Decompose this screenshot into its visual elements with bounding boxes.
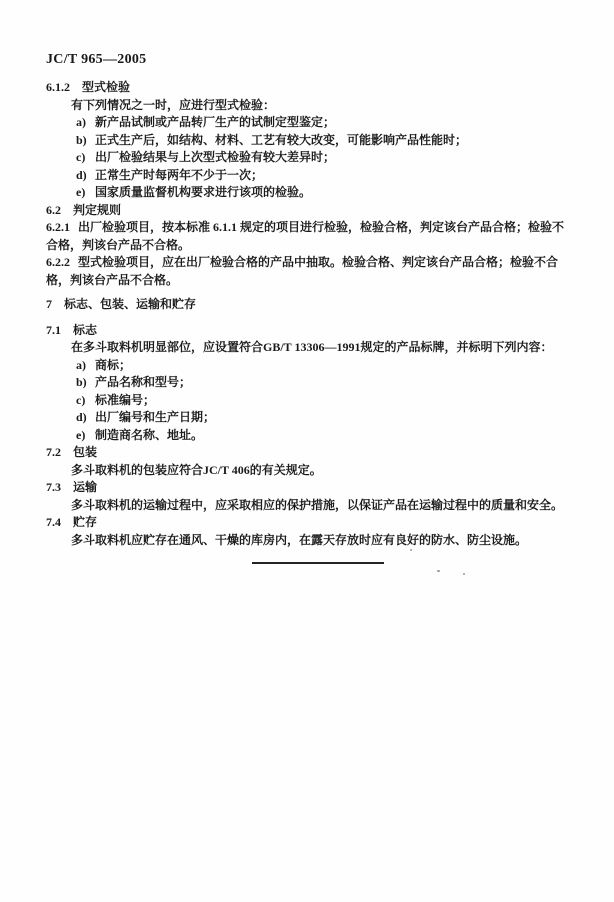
clause-title: 判定规则: [73, 202, 122, 217]
clause-number: 7: [46, 297, 52, 311]
clause-number: 6.2.1: [46, 220, 70, 234]
clause-heading: [46, 322, 574, 340]
list-item-text: 正常生产时每两年不少于一次；: [95, 167, 264, 182]
list-item-text: 出厂检验结果与上次型式检验有较大差异时；: [95, 150, 336, 164]
list-item-text: 正式生产后，如结构、材料、工艺有较大改变，可能影响产品性能时；: [95, 132, 468, 147]
list-item-label: a): [76, 357, 86, 372]
list-item: [46, 132, 574, 150]
list-item-label: b): [76, 132, 87, 147]
list-item-text: 商标；: [95, 357, 132, 372]
clause-number: 7.3: [46, 480, 61, 494]
clause-title: 标志: [73, 322, 98, 337]
list-item-text: 产品名称和型号；: [95, 375, 192, 389]
list-item-text: 制造商名称、地址。: [95, 427, 204, 442]
list-item-label: c): [76, 392, 86, 407]
list-item-label: d): [76, 167, 87, 182]
list-item: [46, 374, 574, 392]
list-item: [46, 392, 574, 410]
paragraph: [46, 97, 574, 115]
clause-number: 6.2: [46, 202, 61, 217]
clause-number: 7.1: [46, 322, 61, 337]
paragraph: [46, 532, 574, 550]
list-item: [46, 167, 574, 185]
list-item: [46, 409, 574, 427]
clause-number: 6.2.2: [46, 255, 70, 269]
list-item: [46, 149, 574, 167]
list-item-label: b): [76, 375, 87, 389]
paragraph-text: 有下列情况之一时，应进行型式检验：: [71, 97, 276, 112]
clause-title: 贮存: [73, 515, 98, 529]
clause-heading: [46, 514, 574, 532]
paragraph: [46, 497, 574, 515]
list-item-text: 国家质量监督机构要求进行该项的检验。: [95, 185, 312, 199]
clause-paragraph: [46, 219, 574, 254]
paragraph: [46, 339, 574, 357]
list-item-label: d): [76, 410, 87, 424]
list-item-label: e): [76, 427, 86, 442]
list-item-text: 出厂编号和生产日期；: [95, 410, 216, 424]
paragraph-text: 多斗取料机应贮存在通风、干燥的库房内，在露天存放时应有良好的防水、防尘设施。: [71, 532, 528, 547]
list-item: [46, 184, 574, 202]
clause-number: 7.2: [46, 445, 61, 459]
clause-title: 标志、包装、运输和贮存: [64, 297, 197, 311]
document-body: [46, 79, 574, 564]
paragraph-text: 出厂检验项目，按本标准 6.1.1 规定的项目进行检验，检验合格，判定该台产品合格；检验不合格，判该台产品不合格。: [46, 220, 565, 252]
end-of-text-rule: [252, 562, 384, 564]
clause-title: 型式检验: [82, 80, 131, 94]
clause-heading: [46, 202, 574, 220]
paragraph-text: 多斗取料机的包装应符合JC/T 406的有关规定。: [71, 462, 322, 477]
list-item: [46, 427, 574, 445]
list-item: [46, 357, 574, 375]
scan-speck: [463, 573, 465, 575]
clause-number: 7.4: [46, 515, 61, 529]
list-item-label: c): [76, 150, 86, 164]
paragraph: [46, 462, 574, 480]
standard-number-header: JC/T 965—2005: [46, 52, 147, 67]
list-item-text: 标准编号；: [95, 392, 156, 407]
list-item-label: a): [76, 115, 86, 129]
clause-title: 运输: [73, 480, 98, 494]
scan-speck: [437, 570, 440, 572]
clause-heading: [46, 444, 574, 462]
list-item-label: e): [76, 185, 86, 199]
paragraph-text: 多斗取料机的运输过程中，应采取相应的保护措施，以保证产品在运输过程中的质量和安全。: [71, 497, 564, 512]
clause-heading: [46, 79, 574, 97]
clause-heading: [46, 479, 574, 497]
paragraph-text: 型式检验项目，应在出厂检验合格的产品中抽取。检验合格、判定该台产品合格；检验不合格，判该台产品不合格。: [46, 255, 559, 287]
clause-title: 包装: [73, 445, 98, 459]
chapter-heading: [46, 296, 574, 314]
scan-speck: [410, 549, 412, 551]
clause-number: 6.1.2: [46, 80, 70, 94]
paragraph-text: 在多斗取料机明显部位，应设置符合GB/T 13306—1991规定的产品标牌，并标明下列内容：: [71, 340, 553, 354]
list-item-text: 新产品试制或产品转厂生产的试制定型鉴定；: [95, 115, 336, 129]
list-item: [46, 114, 574, 132]
clause-paragraph: [46, 254, 574, 289]
